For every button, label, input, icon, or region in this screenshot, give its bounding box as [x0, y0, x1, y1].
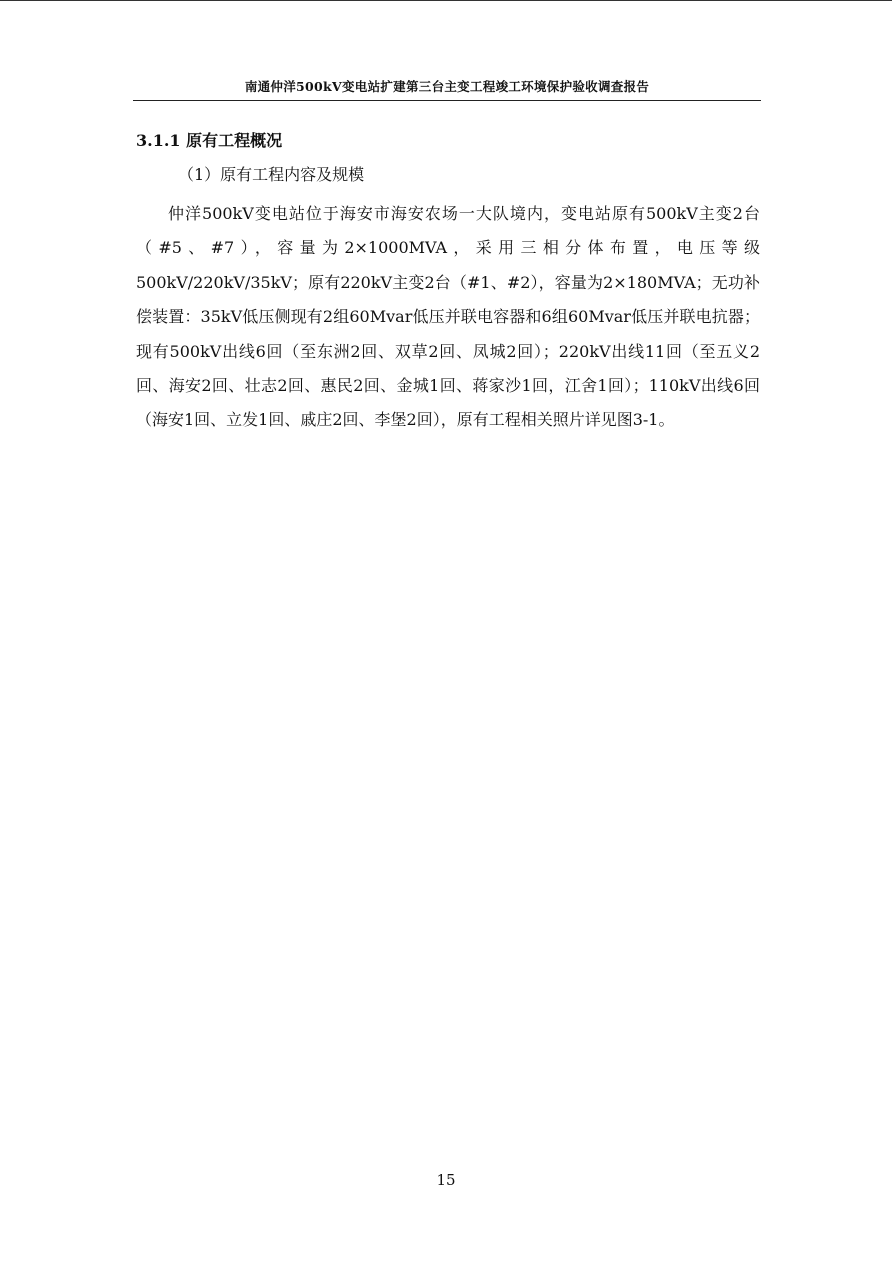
sub-heading: （1）原有工程内容及规模 — [178, 165, 365, 184]
body-paragraph: 仲洋500kV变电站位于海安市海安农场一大队境内，变电站原有500kV主变2台（#5、#7），容量为2×1000MVA，采用三相分体布置，电压等级500kV/220kV/35kV；原有220kV主变2台（#1、#2），容量为2×180MVA；无功补偿装置：35kV低压侧现有2组60Mvar低压并联电容器和6组60Mvar低压并联电抗器；现有500kV出线6回（至东洲2回、双草2回、凤城2回）；220kV出线11回（至五义2回、海安2回、壮志2回、惠民2回、金城1回、蒋家沙1回，江舍1回）；110kV出线6回（海安1回、立发1回、戚庄2回、李堡2回），原有工程相关照片详见图3-1。 — [136, 204, 760, 430]
running-header: 南通仲洋500kV变电站扩建第三台主变工程竣工环境保护验收调查报告 — [244, 79, 650, 94]
section-heading: 3.1.1 原有工程概况 — [136, 131, 283, 150]
header-rule — [133, 100, 761, 101]
page-number: 15 — [436, 1171, 456, 1189]
